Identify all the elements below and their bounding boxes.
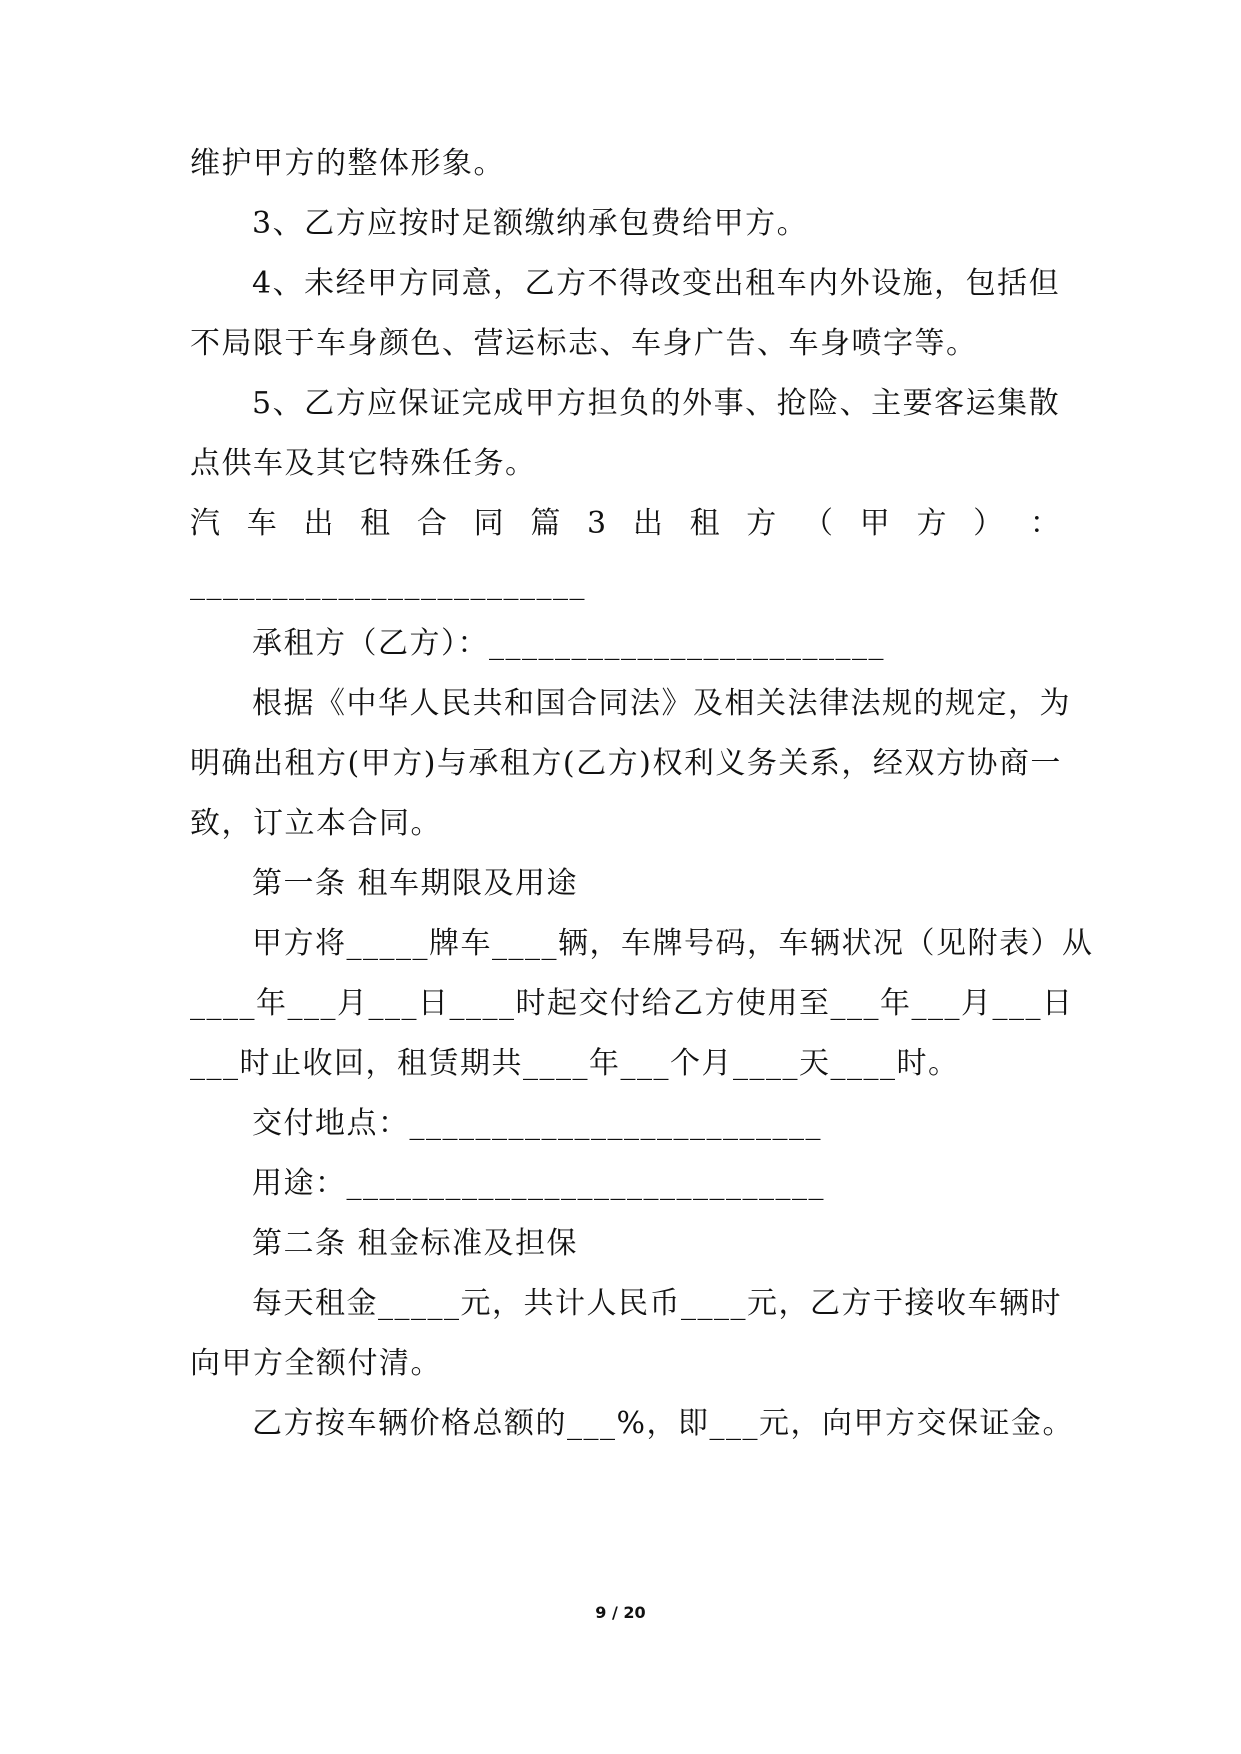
text-line: 点供车及其它特殊任务。	[190, 446, 537, 481]
text-line: 根据《中华人民共和国合同法》及相关法律法规的规定，为	[252, 686, 1071, 721]
text-line: 用途：_____________________________	[252, 1166, 825, 1201]
text-line: 3、乙方应按时足额缴纳承包费给甲方。	[252, 206, 809, 241]
text-line: 交付地点：_________________________	[252, 1106, 822, 1141]
text-line: 4、未经甲方同意，乙方不得改变出租车内外设施，包括但	[252, 266, 1061, 301]
page-number: 9 / 20	[595, 1603, 646, 1622]
text-line: 每天租金_____元，共计人民币____元，乙方于接收车辆时	[252, 1286, 1062, 1321]
heading-char: 出	[632, 506, 663, 541]
text-line: 向甲方全额付清。	[190, 1346, 442, 1381]
heading-char: 3	[587, 506, 607, 541]
text-line: 维护甲方的整体形象。	[190, 146, 505, 181]
heading-char: 方	[916, 506, 947, 541]
heading-char: 方	[746, 506, 777, 541]
text-line: 明确出租方(甲方)与承租方(乙方)权利义务关系，经双方协商一	[190, 746, 1062, 781]
blank-underline: ________________________	[190, 566, 586, 601]
contract-heading	[190, 504, 1060, 544]
heading-char: 甲	[859, 506, 890, 541]
heading-char: ）	[973, 506, 1004, 541]
heading-char: 租	[689, 506, 720, 541]
text-line: 承租方（乙方）：________________________	[252, 626, 885, 661]
heading-char: 车	[246, 506, 277, 541]
heading-char: 合	[416, 506, 447, 541]
heading-char: ：	[1029, 506, 1060, 541]
heading-char: 篇	[530, 506, 561, 541]
heading-char: 同	[473, 506, 504, 541]
article-heading: 第二条 租金标准及担保	[252, 1226, 579, 1261]
heading-char: 租	[360, 506, 391, 541]
text-line: ___时止收回，租赁期共____年___个月____天____时。	[190, 1046, 960, 1081]
article-heading: 第一条 租车期限及用途	[252, 866, 579, 901]
text-line: 不局限于车身颜色、营运标志、车身广告、车身喷字等。	[190, 326, 978, 361]
text-line: ____年___月___日____时起交付给乙方使用至___年___月___日	[190, 986, 1074, 1021]
heading-char: 汽	[190, 506, 220, 541]
text-line: 甲方将_____牌车____辆，车牌号码，车辆状况（见附表）从	[252, 926, 1094, 961]
heading-char: （	[803, 506, 833, 541]
text-line: 5、乙方应保证完成甲方担负的外事、抢险、主要客运集散	[252, 386, 1061, 421]
heading-char: 出	[303, 506, 334, 541]
text-line: 致，订立本合同。	[190, 806, 442, 841]
text-line: 乙方按车辆价格总额的___%，即___元，向甲方交保证金。	[252, 1406, 1075, 1441]
